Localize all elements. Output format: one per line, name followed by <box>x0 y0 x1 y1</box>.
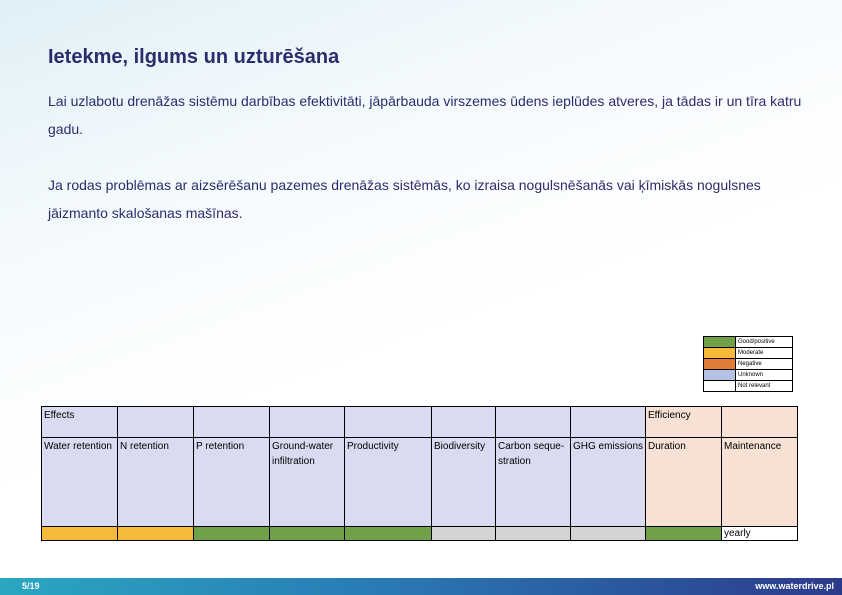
column-label: GHG emissions <box>571 438 646 527</box>
paragraph-flushing: Ja rodas problēmas ar aizsērēšanu pazemes drenāžas sistēmās, ko izraisa nogulsnēšanās vai ķīmiskās nogulsnes jāizmanto skalošanas mašīnas. <box>48 177 761 221</box>
legend-swatch <box>704 348 736 359</box>
legend-row <box>704 370 793 381</box>
header-cell <box>118 407 194 438</box>
legend-swatch <box>704 359 736 370</box>
header-cell <box>496 407 571 438</box>
rating-legend <box>703 336 793 392</box>
header-cell <box>432 407 496 438</box>
header-cell <box>270 407 345 438</box>
legend-row <box>704 359 793 370</box>
header-cell <box>722 407 798 438</box>
efficiency-group-header: Efficiency <box>646 407 722 438</box>
legend-swatch <box>704 337 736 348</box>
column-label: Productivity <box>345 438 432 527</box>
legend-label: Negative <box>736 359 793 370</box>
page-title: Ietekme, ilgums un uzturēšana <box>48 46 340 68</box>
column-label: Maintenance <box>722 438 798 527</box>
rating-cell <box>118 527 194 541</box>
header-cell <box>571 407 646 438</box>
rating-cell <box>42 527 118 541</box>
legend-row <box>704 337 793 348</box>
rating-cell <box>270 527 345 541</box>
website-url: www.waterdrive.pl <box>755 581 834 591</box>
page-number: 5/19 <box>22 581 40 591</box>
effects-table <box>41 406 798 541</box>
column-label: Duration <box>646 438 722 527</box>
rating-cell <box>571 527 646 541</box>
legend-label: Good/positive <box>736 337 793 348</box>
legend-label: Unknown <box>736 370 793 381</box>
column-label: Biodiversity <box>432 438 496 527</box>
effects-group-header: Effects <box>42 407 118 438</box>
rating-cell <box>194 527 270 541</box>
rating-cell <box>646 527 722 541</box>
column-label: Carbon seque-stration <box>496 438 571 527</box>
rating-cell <box>345 527 432 541</box>
legend-label: Not relevant <box>736 381 793 392</box>
legend-label: Moderate <box>736 348 793 359</box>
header-cell <box>345 407 432 438</box>
rating-cell <box>496 527 571 541</box>
header-cell <box>194 407 270 438</box>
footer-bar <box>0 578 842 595</box>
column-label: P retention <box>194 438 270 527</box>
legend-row <box>704 381 793 392</box>
legend-swatch <box>704 370 736 381</box>
paragraph-maintenance: Lai uzlabotu drenāžas sistēmu darbības efektivitāti, jāpārbauda virszemes ūdens ieplūdes atveres, ja tādas ir un tīra katru gadu. <box>48 93 802 137</box>
rating-cell <box>432 527 496 541</box>
legend-row <box>704 348 793 359</box>
column-label: Ground-water infiltration <box>270 438 345 527</box>
legend-swatch <box>704 381 736 392</box>
rating-cell: yearly <box>722 527 798 541</box>
column-label: N retention <box>118 438 194 527</box>
column-label: Water retention <box>42 438 118 527</box>
